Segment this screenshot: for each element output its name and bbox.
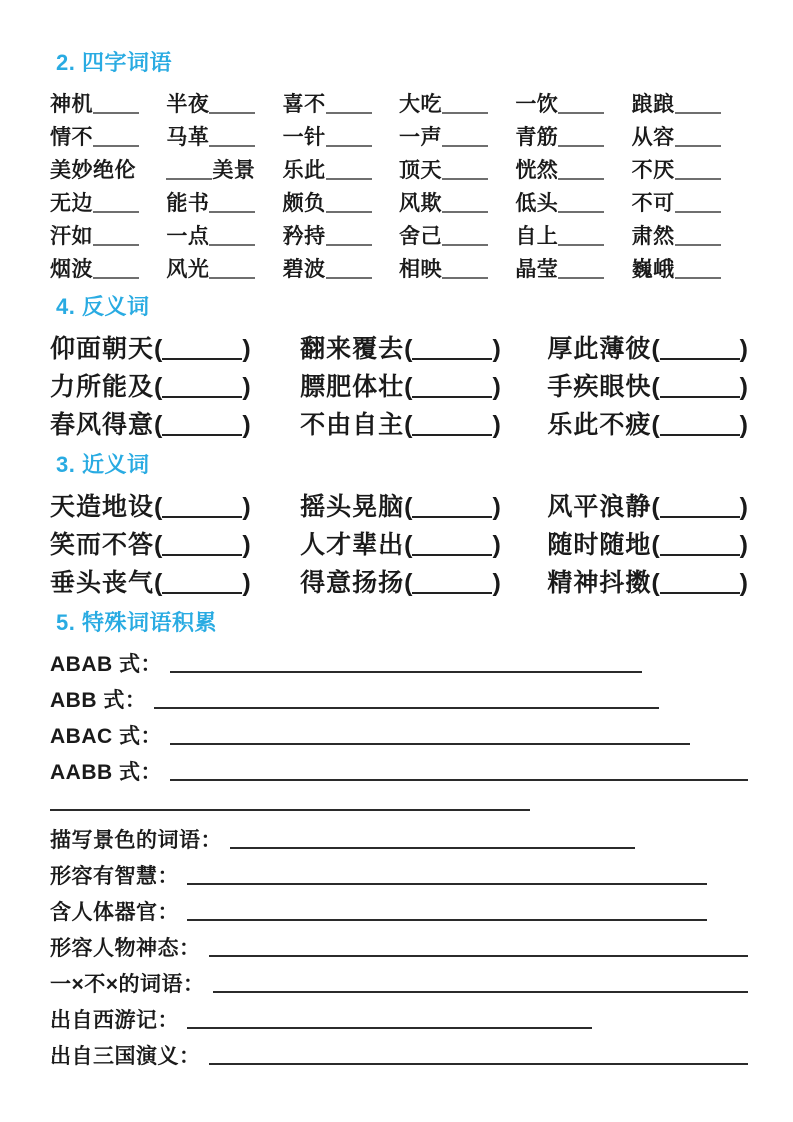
answer-blank — [660, 392, 740, 398]
word-row — [50, 328, 748, 366]
word-item — [399, 121, 515, 151]
word-text: 马革 — [166, 125, 210, 149]
write-in-row — [50, 820, 748, 856]
answer-blank — [209, 207, 255, 213]
word-item — [547, 329, 748, 365]
word-text: 相映 — [398, 257, 442, 281]
word-item — [399, 88, 515, 118]
open-paren: ( — [651, 569, 660, 597]
word-item — [50, 487, 300, 523]
word-text: 踉踉 — [631, 92, 675, 116]
word-item — [547, 525, 748, 561]
answer-blank — [442, 207, 488, 213]
row-label: 形容人物神态： — [50, 937, 201, 960]
answer-line — [50, 805, 530, 811]
row-label: 一×不×的词语： — [50, 973, 205, 996]
word-item — [50, 367, 300, 403]
word-item — [300, 405, 547, 441]
word-text: 无边 — [50, 191, 93, 215]
word-text: 低头 — [515, 191, 559, 215]
word-text: 乐此不疲 — [547, 411, 652, 439]
answer-blank — [660, 588, 740, 594]
word-text: 不可 — [631, 191, 675, 215]
answer-blank — [675, 108, 721, 114]
word-text: 风平浪静 — [547, 493, 652, 521]
word-item — [632, 187, 748, 217]
word-text: 精神抖擞 — [547, 569, 652, 597]
word-text: 手疾眼快 — [547, 373, 652, 401]
open-paren: ( — [651, 373, 660, 401]
open-paren: ( — [404, 335, 413, 363]
word-text: 乐此 — [282, 158, 326, 182]
word-item — [300, 525, 547, 561]
close-paren: ) — [242, 569, 251, 597]
word-item — [399, 220, 515, 250]
word-item — [50, 405, 300, 441]
open-paren: ( — [154, 335, 163, 363]
open-paren: ( — [404, 569, 413, 597]
word-row — [50, 119, 748, 152]
word-item — [632, 154, 748, 184]
word-item — [50, 220, 166, 250]
answer-blank — [660, 512, 740, 518]
word-item — [283, 187, 399, 217]
word-item — [632, 121, 748, 151]
word-text: 风欺 — [398, 191, 442, 215]
word-item — [515, 187, 631, 217]
word-item — [50, 154, 166, 184]
word-text: 汗如 — [50, 224, 93, 248]
answer-blank — [326, 108, 372, 114]
word-item — [632, 220, 748, 250]
word-text: 一点 — [166, 224, 210, 248]
word-item — [399, 154, 515, 184]
word-text: 得意扬扬 — [300, 569, 405, 597]
close-paren: ) — [242, 493, 251, 521]
word-row — [50, 86, 748, 119]
word-text: 翻来覆去 — [300, 335, 405, 363]
word-text: 舍己 — [398, 224, 442, 248]
word-item — [50, 187, 166, 217]
word-item — [515, 121, 631, 151]
close-paren: ) — [492, 531, 501, 559]
answer-blank — [412, 430, 492, 436]
answer-blank — [209, 273, 255, 279]
close-paren: ) — [242, 335, 251, 363]
word-item — [166, 121, 282, 151]
word-item — [399, 187, 515, 217]
synonyms-grid — [50, 486, 748, 600]
answer-blank — [162, 430, 242, 436]
open-paren: ( — [404, 373, 413, 401]
word-item — [515, 220, 631, 250]
word-text: 能书 — [166, 191, 210, 215]
word-item — [50, 88, 166, 118]
answer-blank — [162, 512, 242, 518]
word-item — [50, 525, 300, 561]
write-in-row — [50, 752, 748, 788]
open-paren: ( — [651, 531, 660, 559]
close-paren: ) — [492, 335, 501, 363]
answer-line — [170, 667, 642, 673]
heading-special-words: 5. 特殊词语积累 — [56, 610, 217, 635]
write-in-row — [50, 1036, 748, 1072]
word-item — [547, 367, 748, 403]
word-text: 一声 — [398, 125, 442, 149]
word-item — [166, 220, 282, 250]
answer-blank — [558, 273, 604, 279]
answer-blank — [93, 207, 139, 213]
word-text: 青筋 — [515, 125, 559, 149]
word-item — [547, 563, 748, 599]
answer-blank — [162, 550, 242, 556]
word-text: 美妙绝伦 — [50, 158, 136, 182]
write-in-row-continuation — [50, 788, 748, 818]
word-text: 情不 — [50, 125, 93, 149]
word-text: 矜持 — [282, 224, 326, 248]
word-text: 半夜 — [166, 92, 210, 116]
answer-blank — [442, 141, 488, 147]
row-label: AABB 式： — [50, 761, 162, 784]
four-char-grid — [50, 86, 748, 284]
word-item — [632, 88, 748, 118]
word-text: 肃然 — [631, 224, 675, 248]
answer-blank — [660, 354, 740, 360]
word-text: 烟波 — [50, 257, 93, 281]
open-paren: ( — [651, 411, 660, 439]
word-item — [283, 88, 399, 118]
answer-blank — [675, 141, 721, 147]
word-text: 恍然 — [515, 158, 559, 182]
word-text: 仰面朝天 — [50, 335, 155, 363]
word-item — [300, 487, 547, 523]
row-label: 含人体器官： — [50, 901, 179, 924]
answer-line — [213, 987, 748, 993]
answer-blank — [675, 273, 721, 279]
row-label: ABAB 式： — [50, 653, 162, 676]
open-paren: ( — [154, 411, 163, 439]
answer-line — [170, 739, 690, 745]
answer-line — [187, 879, 707, 885]
word-text: 笑而不答 — [50, 531, 155, 559]
close-paren: ) — [492, 373, 501, 401]
close-paren: ) — [492, 411, 501, 439]
close-paren: ) — [739, 335, 748, 363]
answer-blank — [209, 240, 255, 246]
answer-blank — [209, 108, 255, 114]
word-row — [50, 185, 748, 218]
word-item — [166, 154, 282, 184]
word-item — [547, 487, 748, 523]
answer-blank — [660, 430, 740, 436]
word-item — [166, 253, 282, 283]
answer-blank — [442, 240, 488, 246]
open-paren: ( — [154, 493, 163, 521]
answer-blank — [558, 207, 604, 213]
word-text: 力所能及 — [50, 373, 155, 401]
word-row — [50, 486, 748, 524]
word-text: 顶天 — [398, 158, 442, 182]
open-paren: ( — [154, 373, 163, 401]
open-paren: ( — [154, 531, 163, 559]
answer-blank — [412, 550, 492, 556]
row-label: ABAC 式： — [50, 725, 162, 748]
close-paren: ) — [739, 569, 748, 597]
heading-antonyms: 4. 反义词 — [56, 294, 150, 319]
word-item — [283, 154, 399, 184]
write-in-row — [50, 856, 748, 892]
word-text: 摇头晃脑 — [300, 493, 405, 521]
answer-blank — [162, 392, 242, 398]
word-item — [283, 220, 399, 250]
open-paren: ( — [651, 335, 660, 363]
heading-synonyms: 3. 近义词 — [56, 452, 150, 477]
answer-blank — [675, 174, 721, 180]
word-text: 喜不 — [282, 92, 326, 116]
word-text: 一针 — [282, 125, 326, 149]
answer-blank — [326, 174, 372, 180]
word-row — [50, 562, 748, 600]
open-paren: ( — [404, 493, 413, 521]
write-in-row — [50, 964, 748, 1000]
word-item — [300, 329, 547, 365]
close-paren: ) — [242, 373, 251, 401]
word-text: 从容 — [631, 125, 675, 149]
answer-line — [154, 703, 659, 709]
write-in-row — [50, 716, 748, 752]
answer-blank — [412, 588, 492, 594]
answer-blank — [209, 141, 255, 147]
row-label: 出自三国演义： — [50, 1045, 201, 1068]
answer-blank — [162, 354, 242, 360]
word-row — [50, 404, 748, 442]
word-text: 天造地设 — [50, 493, 155, 521]
word-text: 风光 — [166, 257, 210, 281]
close-paren: ) — [739, 493, 748, 521]
row-label: 出自西游记： — [50, 1009, 179, 1032]
answer-blank — [675, 207, 721, 213]
answer-blank — [442, 108, 488, 114]
word-text: 大吃 — [398, 92, 442, 116]
answer-line — [187, 1023, 592, 1029]
word-row — [50, 218, 748, 251]
write-in-row — [50, 892, 748, 928]
answer-blank — [660, 550, 740, 556]
answer-blank — [326, 141, 372, 147]
word-row — [50, 366, 748, 404]
word-item — [50, 253, 166, 283]
word-item — [50, 121, 166, 151]
answer-blank — [326, 273, 372, 279]
heading-four-char-words: 2. 四字词语 — [56, 50, 172, 75]
word-item — [515, 253, 631, 283]
answer-blank — [93, 141, 139, 147]
word-item — [632, 253, 748, 283]
word-text: 美景 — [212, 158, 256, 182]
answer-blank — [442, 273, 488, 279]
word-item — [515, 88, 631, 118]
row-label: 形容有智慧： — [50, 865, 179, 888]
word-item — [283, 253, 399, 283]
open-paren: ( — [154, 569, 163, 597]
answer-blank — [558, 141, 604, 147]
answer-blank — [162, 588, 242, 594]
write-in-row — [50, 1000, 748, 1036]
answer-line — [187, 915, 707, 921]
word-item — [399, 253, 515, 283]
word-item — [50, 563, 300, 599]
write-in-row — [50, 928, 748, 964]
word-text: 膘肥体壮 — [300, 373, 405, 401]
word-text: 人才辈出 — [300, 531, 405, 559]
word-row — [50, 524, 748, 562]
word-item — [166, 187, 282, 217]
answer-blank — [93, 240, 139, 246]
word-text: 春风得意 — [50, 411, 155, 439]
word-text: 不厌 — [631, 158, 675, 182]
answer-blank — [166, 174, 212, 180]
word-row — [50, 251, 748, 284]
word-text: 碧波 — [282, 257, 326, 281]
word-item — [300, 367, 547, 403]
special-words-list — [50, 644, 748, 1072]
answer-blank — [412, 354, 492, 360]
answer-blank — [558, 174, 604, 180]
word-item — [166, 88, 282, 118]
close-paren: ) — [492, 569, 501, 597]
answer-blank — [412, 392, 492, 398]
answer-line — [170, 775, 748, 781]
word-item — [283, 121, 399, 151]
word-row — [50, 152, 748, 185]
answer-line — [209, 1059, 749, 1065]
answer-blank — [326, 240, 372, 246]
word-text: 神机 — [50, 92, 93, 116]
open-paren: ( — [404, 531, 413, 559]
word-item — [547, 405, 748, 441]
word-text: 巍峨 — [631, 257, 675, 281]
answer-line — [209, 951, 749, 957]
answer-blank — [558, 108, 604, 114]
word-item — [300, 563, 547, 599]
open-paren: ( — [651, 493, 660, 521]
row-label: 描写景色的词语： — [50, 829, 222, 852]
word-text: 晶莹 — [515, 257, 559, 281]
close-paren: ) — [492, 493, 501, 521]
open-paren: ( — [404, 411, 413, 439]
answer-blank — [412, 512, 492, 518]
close-paren: ) — [739, 411, 748, 439]
close-paren: ) — [739, 531, 748, 559]
close-paren: ) — [739, 373, 748, 401]
answer-blank — [326, 207, 372, 213]
word-text: 不由自主 — [300, 411, 405, 439]
antonyms-grid — [50, 328, 748, 442]
answer-blank — [93, 273, 139, 279]
answer-blank — [93, 108, 139, 114]
row-label: ABB 式： — [50, 689, 147, 712]
answer-blank — [675, 240, 721, 246]
word-item — [515, 154, 631, 184]
word-text: 颇负 — [282, 191, 326, 215]
write-in-row — [50, 644, 748, 680]
word-text: 厚此薄彼 — [547, 335, 652, 363]
word-text: 自上 — [515, 224, 559, 248]
word-text: 垂头丧气 — [50, 569, 155, 597]
answer-blank — [442, 174, 488, 180]
word-text: 随时随地 — [547, 531, 652, 559]
word-item — [50, 329, 300, 365]
close-paren: ) — [242, 531, 251, 559]
write-in-row — [50, 680, 748, 716]
word-text: 一饮 — [515, 92, 559, 116]
close-paren: ) — [242, 411, 251, 439]
answer-line — [230, 843, 635, 849]
answer-blank — [558, 240, 604, 246]
